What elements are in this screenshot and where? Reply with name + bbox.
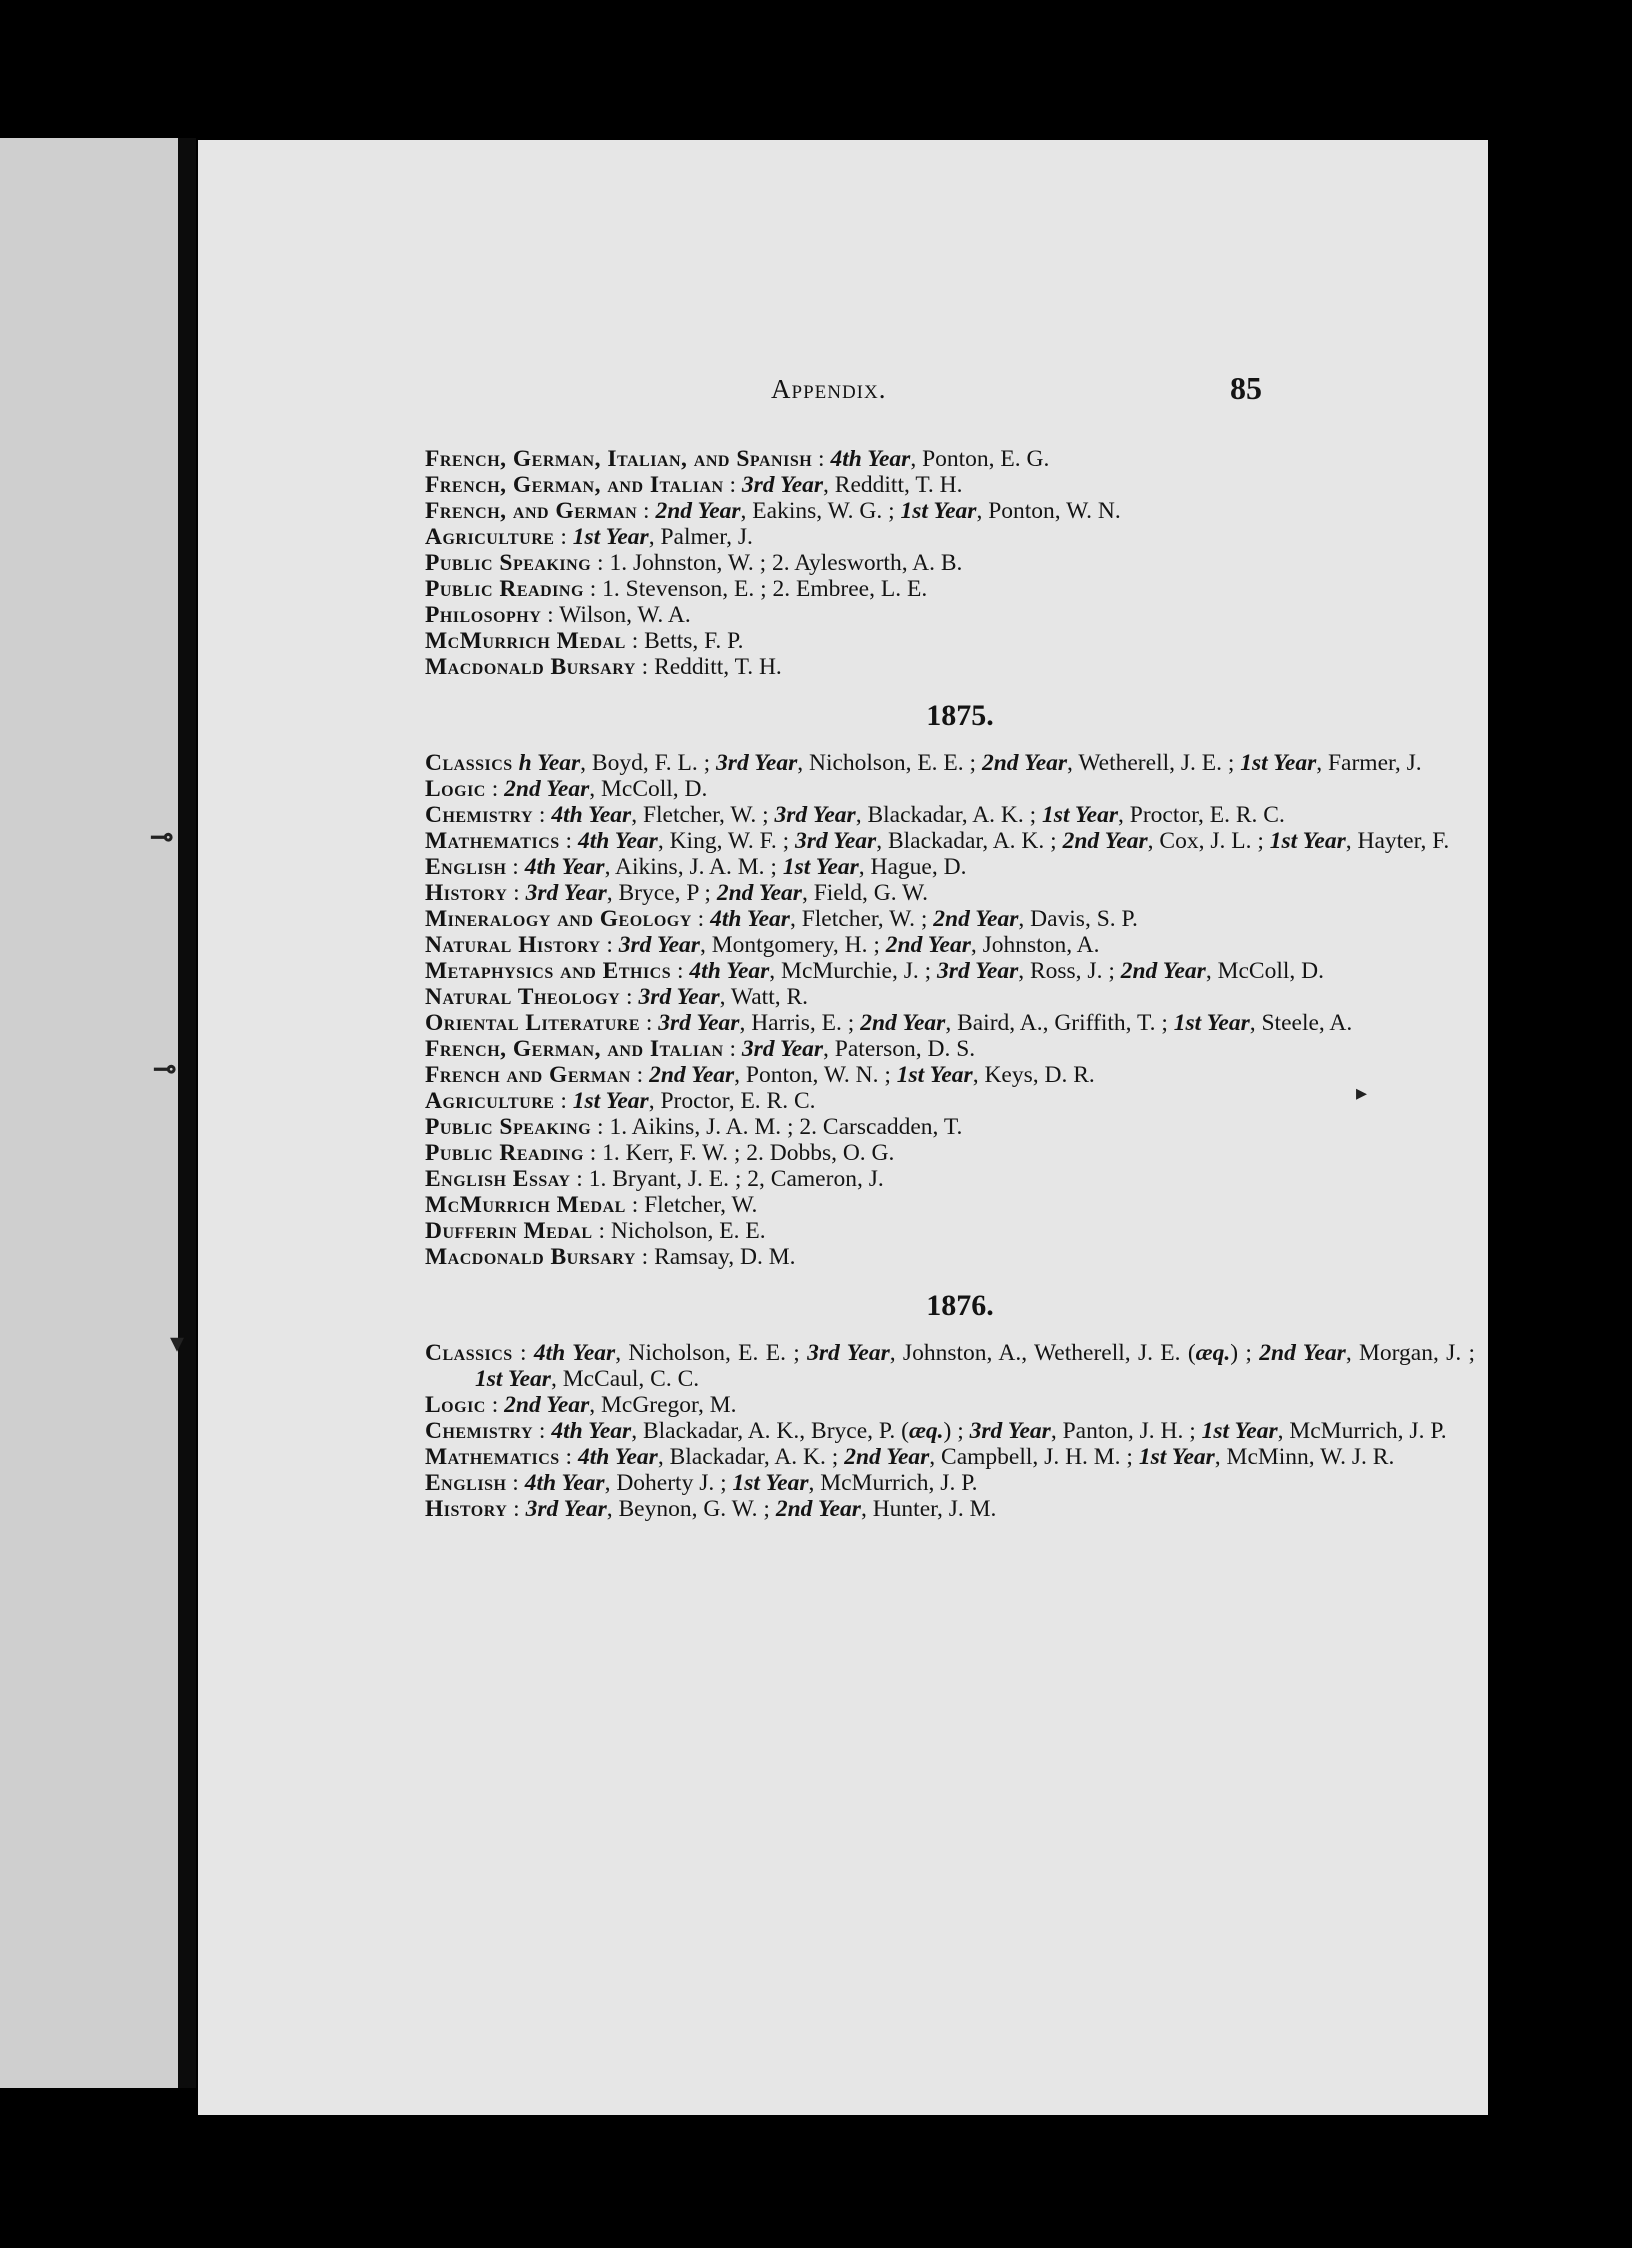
subject-label: Classics xyxy=(425,750,513,776)
year-label: h Year xyxy=(518,750,581,776)
page-number: 85 xyxy=(1230,370,1262,406)
year-label: 3rd Year xyxy=(937,958,1019,984)
award-text: 1. Bryant, J. E. ; 2, Cameron, J. xyxy=(588,1166,884,1192)
award-entry: French, German, Italian, and Spanish : 4th Year, Ponton, E. G. xyxy=(425,446,1050,472)
award-text: , McColl, D. xyxy=(1205,958,1324,984)
award-entry: Classics : 4th Year, Nicholson, E. E. ; 3rd Year, Johnston, A., Wetherell, J. E. (æq.) ; 2nd Year, Morgan, J. ; 1st Year, McCaul, C. C. xyxy=(425,1340,1476,1392)
award-text: , Blackadar, A. K. ; xyxy=(855,802,1043,828)
year-label: 3rd Year xyxy=(741,1036,824,1062)
award-entry: Natural History : 3rd Year, Montgomery, H. ; 2nd Year, Johnston, A. xyxy=(425,932,1100,958)
subject-label: Logic xyxy=(425,1392,486,1418)
award-listing xyxy=(425,446,1475,1522)
award-text: 1. Kerr, F. W. ; 2. Dobbs, O. G. xyxy=(602,1140,895,1166)
year-heading: 1876. xyxy=(926,1289,994,1322)
subject-label: Natural Theology xyxy=(425,984,621,1010)
year-label: 3rd Year xyxy=(969,1418,1051,1444)
award-entry: Public Reading : 1. Kerr, F. W. ; 2. Dobbs, O. G. xyxy=(425,1140,895,1166)
award-text: , Watt, R. xyxy=(719,984,809,1010)
year-label: 1st Year xyxy=(896,1062,973,1088)
year-label: 2nd Year xyxy=(860,1010,946,1036)
year-label: æq. xyxy=(1195,1340,1231,1366)
award-text: , Johnston, A., Wetherell, J. E. ( xyxy=(889,1340,1196,1366)
award-text: , Field, G. W. xyxy=(801,880,928,906)
award-text: , Ross, J. ; xyxy=(1018,958,1121,984)
award-text: , McMurchie, J. ; xyxy=(769,958,938,984)
year-label: 2nd Year xyxy=(1062,828,1148,854)
award-entry: Mathematics : 4th Year, Blackadar, A. K. ; 2nd Year, Campbell, J. H. M. ; 1st Year, McMinn, W. J. R. xyxy=(425,1444,1395,1470)
award-text: , Bryce, P ; xyxy=(606,880,717,906)
award-entry: Philosophy : Wilson, W. A. xyxy=(425,602,691,628)
award-text: , Hayter, F. xyxy=(1345,828,1450,854)
subject-label: Natural History xyxy=(425,932,601,958)
subject-label: French, and German xyxy=(425,498,638,524)
award-text: , McMurrich, J. P. xyxy=(808,1470,978,1496)
award-text: Nicholson, E. E. xyxy=(610,1218,766,1244)
award-text: , Farmer, J. xyxy=(1316,750,1422,776)
subject-label: Mineralogy and Geology xyxy=(425,906,692,932)
year-label: 1st Year xyxy=(732,1470,809,1496)
margin-mark: ⊸ xyxy=(153,1054,177,1085)
award-text: , Palmer, J. xyxy=(648,524,753,550)
award-text: , Ponton, W. N. xyxy=(976,498,1121,524)
year-label: 2nd Year xyxy=(716,880,802,906)
award-text: , Panton, J. H. ; xyxy=(1050,1418,1202,1444)
award-text: , Hague, D. xyxy=(858,854,967,880)
award-entry: French, German, and Italian : 3rd Year, Paterson, D. S. xyxy=(425,1036,976,1062)
subject-label: French, German, Italian, and Spanish xyxy=(425,446,813,472)
award-entry: Public Speaking : 1. Johnston, W. ; 2. Aylesworth, A. B. xyxy=(425,550,963,576)
award-entry: Chemistry : 4th Year, Blackadar, A. K., Bryce, P. (æq.) ; 3rd Year, Panton, J. H. ; 1st Year, McMurrich, J. P. xyxy=(425,1418,1447,1444)
subject-label: Metaphysics and Ethics xyxy=(425,958,672,984)
year-label: 4th Year xyxy=(577,828,658,854)
year-label: 4th Year xyxy=(830,446,911,472)
subject-label: Public Speaking xyxy=(425,1114,592,1140)
subject-label: History xyxy=(425,880,508,906)
award-text: Betts, F. P. xyxy=(644,628,744,654)
subject-label: Mathematics xyxy=(425,1444,560,1470)
year-label: 2nd Year xyxy=(844,1444,930,1470)
award-entry: Logic : 2nd Year, McColl, D. xyxy=(425,776,708,802)
award-text: , King, W. F. ; xyxy=(657,828,796,854)
award-text: , Doherty J. ; xyxy=(604,1470,733,1496)
award-text: , Proctor, E. R. C. xyxy=(648,1088,816,1114)
year-label: 2nd Year xyxy=(775,1496,861,1522)
year-label: 3rd Year xyxy=(525,1496,607,1522)
year-label: 2nd Year xyxy=(504,776,590,802)
award-text: , Beynon, G. W. ; xyxy=(606,1496,776,1522)
year-label: 3rd Year xyxy=(658,1010,740,1036)
year-label: 1st Year xyxy=(1042,802,1118,828)
award-entry: Public Reading : 1. Stevenson, E. ; 2. Embree, L. E. xyxy=(425,576,928,602)
subject-label: English xyxy=(425,854,507,880)
book-page xyxy=(150,140,1488,2115)
award-text: Redditt, T. H. xyxy=(654,654,782,680)
subject-label: Agriculture xyxy=(425,1088,555,1114)
award-entry: Mathematics : 4th Year, King, W. F. ; 3rd Year, Blackadar, A. K. ; 2nd Year, Cox, J. L. ; 1st Year, Hayter, F. xyxy=(425,828,1450,854)
award-entry: Dufferin Medal : Nicholson, E. E. xyxy=(425,1218,766,1244)
award-text: , Boyd, F. L. ; xyxy=(580,750,717,776)
subject-label: French, German, and Italian xyxy=(425,1036,724,1062)
subject-label: English xyxy=(425,1470,507,1496)
year-label: 1st Year xyxy=(572,1088,649,1114)
gutter-shadow xyxy=(178,138,196,2088)
award-text: , Eakins, W. G. ; xyxy=(740,498,901,524)
subject-label: Public Reading xyxy=(425,1140,584,1166)
award-text: , McMinn, W. J. R. xyxy=(1214,1444,1395,1470)
margin-mark: ▸ xyxy=(1356,1080,1368,1105)
award-text: , Davis, S. P. xyxy=(1018,906,1138,932)
margin-mark: ▾ xyxy=(170,1328,185,1359)
subject-label: Philosophy xyxy=(425,602,542,628)
award-entry: Macdonald Bursary : Ramsay, D. M. xyxy=(425,1244,796,1270)
award-entry: McMurrich Medal : Betts, F. P. xyxy=(425,628,744,654)
award-text: , Blackadar, A. K., Bryce, P. ( xyxy=(631,1418,909,1444)
year-label: 3rd Year xyxy=(716,750,798,776)
award-text: , McGregor, M. xyxy=(589,1392,737,1418)
subject-label: Chemistry xyxy=(425,1418,534,1444)
award-text: Fletcher, W. xyxy=(644,1192,758,1218)
award-text: , McMurrich, J. P. xyxy=(1277,1418,1447,1444)
award-text: , Fletcher, W. ; xyxy=(631,802,775,828)
award-entry: Public Speaking : 1. Aikins, J. A. M. ; 2. Carscadden, T. xyxy=(425,1114,963,1140)
award-text: , Proctor, E. R. C. xyxy=(1118,802,1285,828)
award-text: , Campbell, J. H. M. ; xyxy=(929,1444,1139,1470)
award-entry: Agriculture : 1st Year, Proctor, E. R. C. xyxy=(425,1088,816,1114)
award-entry: History : 3rd Year, Beynon, G. W. ; 2nd Year, Hunter, J. M. xyxy=(425,1496,997,1522)
award-text: ) ; xyxy=(1230,1340,1260,1366)
year-label: 3rd Year xyxy=(807,1340,890,1366)
subject-label: McMurrich Medal xyxy=(425,1192,626,1218)
year-label: 4th Year xyxy=(533,1340,616,1366)
year-label: 2nd Year xyxy=(655,498,741,524)
subject-label: Agriculture xyxy=(425,524,555,550)
award-text: , Nicholson, E. E. ; xyxy=(797,750,982,776)
subject-label: French and German xyxy=(425,1062,631,1088)
year-label: 3rd Year xyxy=(774,802,856,828)
page-header xyxy=(198,370,1488,414)
year-label: 1st Year xyxy=(1269,828,1346,854)
award-text: , McColl, D. xyxy=(589,776,708,802)
year-label: 2nd Year xyxy=(981,750,1068,776)
year-label: 4th Year xyxy=(689,958,770,984)
year-label: 2nd Year xyxy=(885,932,971,958)
award-text: , Aikins, J. A. M. ; xyxy=(604,854,783,880)
award-text: , Redditt, T. H. xyxy=(823,472,963,498)
award-entry: French and German : 2nd Year, Ponton, W. N. ; 1st Year, Keys, D. R. xyxy=(425,1062,1095,1088)
award-text: , Ponton, W. N. ; xyxy=(734,1062,897,1088)
award-text: , Fletcher, W. ; xyxy=(789,906,934,932)
award-entry: French, German, and Italian : 3rd Year, Redditt, T. H. xyxy=(425,472,963,498)
award-text: , Nicholson, E. E. ; xyxy=(615,1340,808,1366)
subject-label: McMurrich Medal xyxy=(425,628,626,654)
year-label: 1st Year xyxy=(782,854,859,880)
award-entry: Oriental Literature : 3rd Year, Harris, E. ; 2nd Year, Baird, A., Griffith, T. ; 1st Year, Steele, A. xyxy=(425,1010,1353,1036)
award-entry: Mineralogy and Geology : 4th Year, Fletcher, W. ; 2nd Year, Davis, S. P. xyxy=(425,906,1138,932)
subject-label: Logic xyxy=(425,776,486,802)
award-text: , Johnston, A. xyxy=(970,932,1100,958)
year-label: 1st Year xyxy=(1138,1444,1215,1470)
subject-label: Classics xyxy=(425,1340,513,1366)
year-label: æq. xyxy=(908,1418,944,1444)
award-text: , Keys, D. R. xyxy=(972,1062,1095,1088)
award-text: 1. Aikins, J. A. M. ; 2. Carscadden, T. xyxy=(609,1114,963,1140)
year-label: 3rd Year xyxy=(638,984,720,1010)
year-label: 1st Year xyxy=(1201,1418,1278,1444)
year-label: 4th Year xyxy=(710,906,790,932)
award-text: , Ponton, E. G. xyxy=(910,446,1050,472)
running-head: Appendix. xyxy=(771,374,887,404)
year-label: 4th Year xyxy=(524,854,605,880)
subject-label: Public Speaking xyxy=(425,550,592,576)
award-entry: Metaphysics and Ethics : 4th Year, McMurchie, J. ; 3rd Year, Ross, J. ; 2nd Year, McColl, D. xyxy=(425,958,1324,984)
award-text: , Blackadar, A. K. ; xyxy=(876,828,1063,854)
year-label: 3rd Year xyxy=(525,880,607,906)
award-entry: English Essay : 1. Bryant, J. E. ; 2, Cameron, J. xyxy=(425,1166,884,1192)
year-label: 3rd Year xyxy=(618,932,700,958)
year-label: 1st Year xyxy=(475,1366,551,1392)
year-label: 2nd Year xyxy=(1120,958,1206,984)
award-text: 1. Johnston, W. ; 2. Aylesworth, A. B. xyxy=(609,550,963,576)
year-label: 3rd Year xyxy=(795,828,877,854)
year-label: 2nd Year xyxy=(649,1062,735,1088)
award-text: , Baird, A., Griffith, T. ; xyxy=(945,1010,1174,1036)
award-text: 1. Stevenson, E. ; 2. Embree, L. E. xyxy=(602,576,928,602)
subject-label: Macdonald Bursary xyxy=(425,1244,636,1270)
award-entry xyxy=(425,750,1475,776)
year-label: 2nd Year xyxy=(933,906,1019,932)
year-label: 2nd Year xyxy=(1259,1340,1346,1366)
year-label: 4th Year xyxy=(551,802,632,828)
award-entry: History : 3rd Year, Bryce, P ; 2nd Year, Field, G. W. xyxy=(425,880,928,906)
year-label: 3rd Year xyxy=(741,472,824,498)
subject-label: Dufferin Medal xyxy=(425,1218,593,1244)
facing-page-edge xyxy=(0,138,178,2088)
award-text: , Cox, J. L. ; xyxy=(1147,828,1270,854)
award-entry: French, and German : 2nd Year, Eakins, W. G. ; 1st Year, Ponton, W. N. xyxy=(425,498,1121,524)
year-label: 4th Year xyxy=(577,1444,658,1470)
award-text: Wilson, W. A. xyxy=(559,602,691,628)
award-text: , Paterson, D. S. xyxy=(823,1036,976,1062)
award-text: Ramsay, D. M. xyxy=(654,1244,796,1270)
margin-mark: ⊸ xyxy=(150,822,174,853)
subject-label: Chemistry xyxy=(425,802,534,828)
award-text: , Harris, E. ; xyxy=(739,1010,861,1036)
award-text: , Wetherell, J. E. ; xyxy=(1067,750,1241,776)
year-label: 4th Year xyxy=(551,1418,632,1444)
year-label: 1st Year xyxy=(1173,1010,1250,1036)
year-label: 4th Year xyxy=(524,1470,605,1496)
subject-label: Mathematics xyxy=(425,828,560,854)
award-entry: Logic : 2nd Year, McGregor, M. xyxy=(425,1392,737,1418)
subject-label: History xyxy=(425,1496,508,1522)
award-text: , Montgomery, H. ; xyxy=(699,932,886,958)
subject-label: Macdonald Bursary xyxy=(425,654,636,680)
award-entry: Natural Theology : 3rd Year, Watt, R. xyxy=(425,984,809,1010)
year-label: 1st Year xyxy=(900,498,977,524)
award-entry: English : 4th Year, Aikins, J. A. M. ; 1st Year, Hague, D. xyxy=(425,854,967,880)
subject-label: Oriental Literature xyxy=(425,1010,640,1036)
award-text: , Morgan, J. ; xyxy=(1345,1340,1476,1366)
award-text: , Blackadar, A. K. ; xyxy=(657,1444,845,1470)
award-text: , McCaul, C. C. xyxy=(550,1366,700,1392)
subject-label: English Essay xyxy=(425,1166,571,1192)
award-entry: English : 4th Year, Doherty J. ; 1st Year, McMurrich, J. P. xyxy=(425,1470,978,1496)
award-entry: Agriculture : 1st Year, Palmer, J. xyxy=(425,524,753,550)
award-entry: Chemistry : 4th Year, Fletcher, W. ; 3rd Year, Blackadar, A. K. ; 1st Year, Proctor, E. R. C. xyxy=(425,802,1285,828)
year-label: 2nd Year xyxy=(504,1392,590,1418)
award-text: , Hunter, J. M. xyxy=(860,1496,997,1522)
year-label: 1st Year xyxy=(1240,750,1317,776)
award-entry: McMurrich Medal : Fletcher, W. xyxy=(425,1192,758,1218)
award-text: ) ; xyxy=(943,1418,970,1444)
award-entry: Macdonald Bursary : Redditt, T. H. xyxy=(425,654,782,680)
subject-label: French, German, and Italian xyxy=(425,472,724,498)
award-text: , Steele, A. xyxy=(1249,1010,1353,1036)
year-label: 1st Year xyxy=(572,524,649,550)
year-heading: 1875. xyxy=(926,699,994,732)
subject-label: Public Reading xyxy=(425,576,584,602)
